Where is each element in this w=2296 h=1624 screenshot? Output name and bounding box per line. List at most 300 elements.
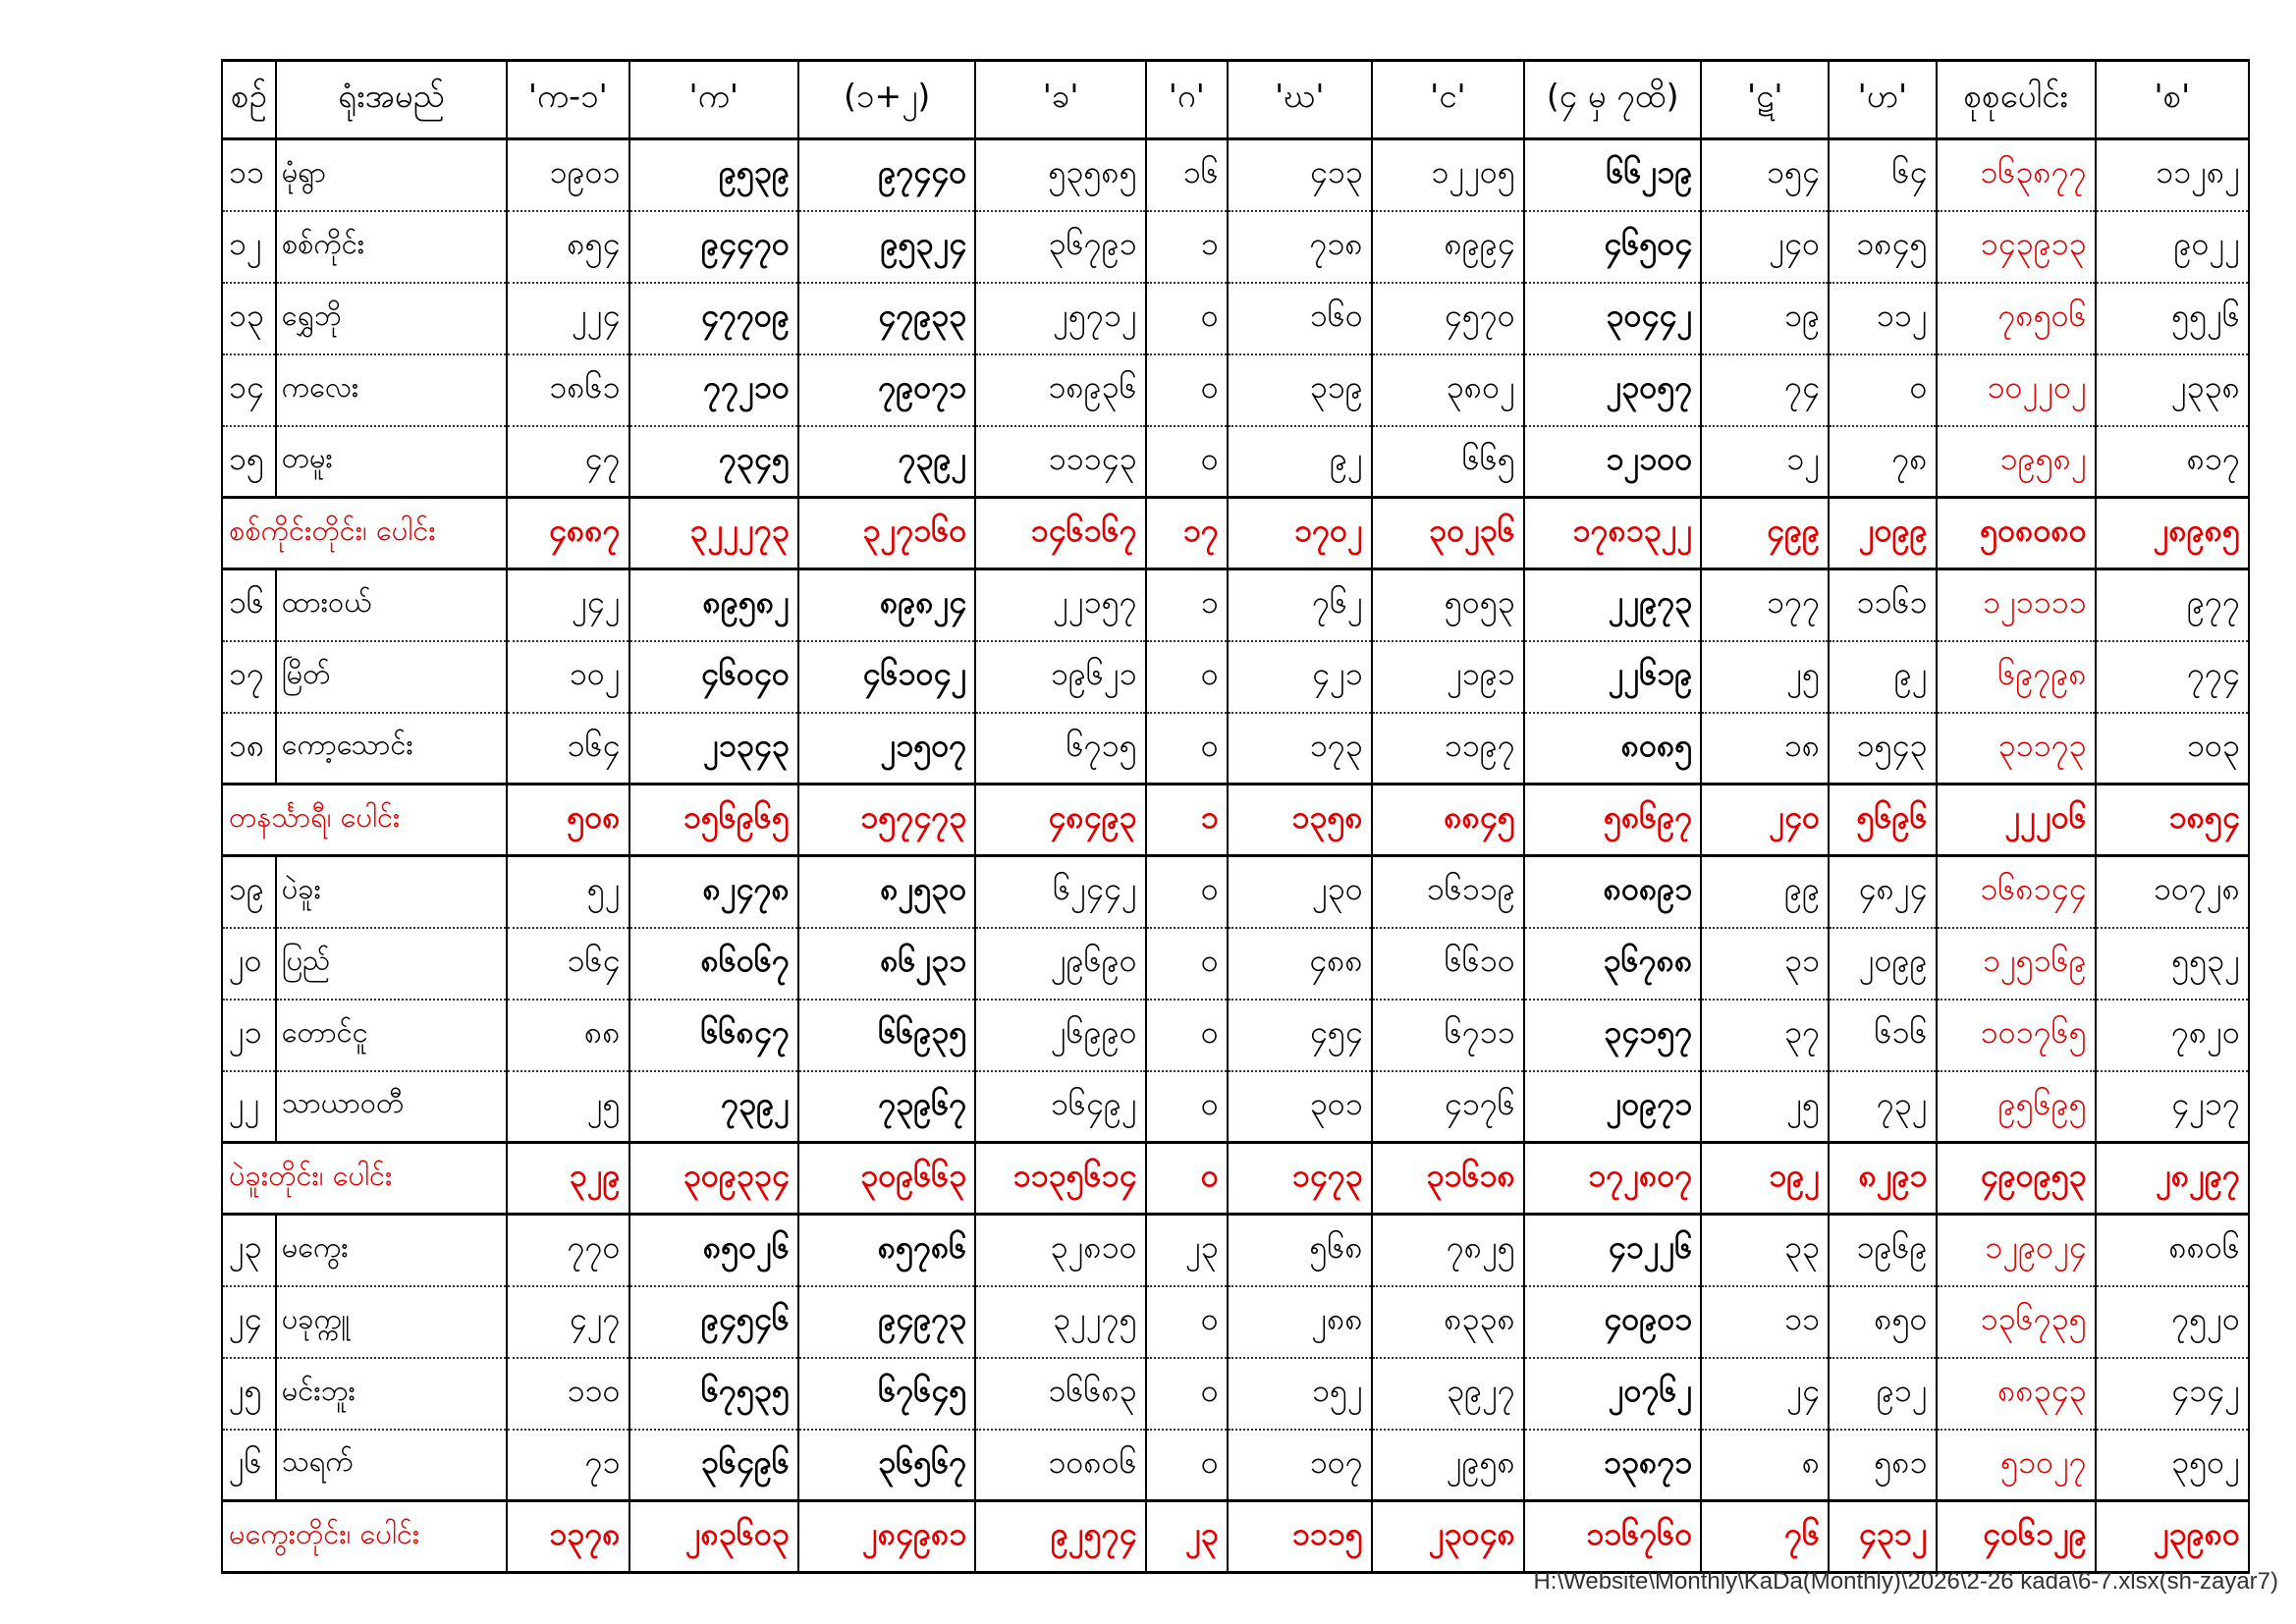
value-cell: ၈၅၇၈၆ — [798, 1215, 975, 1286]
value-cell: ၈ — [1701, 1430, 1829, 1501]
value-cell: ၀ — [1146, 928, 1228, 1000]
value-cell: ၂၈၈ — [1228, 1286, 1372, 1358]
value-cell: ၅၈၁ — [1829, 1430, 1936, 1501]
value-cell: ၁၉၀၁ — [507, 139, 629, 211]
value-cell: ၉၄၅၄၆ — [629, 1286, 798, 1358]
value-cell: ၀ — [1146, 713, 1228, 785]
value-cell: ၇၃၄၅ — [629, 426, 798, 498]
row-number: ၁၃ — [222, 283, 276, 354]
table-body — [222, 139, 2249, 1573]
value-cell: ၃၆၄၉၆ — [629, 1430, 798, 1501]
value-cell: ၇၉၀၇၁ — [798, 354, 975, 426]
value-cell: ၃၀၉၆၆၃ — [798, 1143, 975, 1215]
value-cell: ၂၄၀ — [1701, 211, 1829, 283]
value-cell: ၆၇၅၃၅ — [629, 1358, 798, 1430]
value-cell: ၈၅၀ — [1829, 1286, 1936, 1358]
value-cell: ၂၂၉၇၃ — [1524, 569, 1701, 641]
row-number: ၁၁ — [222, 139, 276, 211]
value-cell: ၃၂၈၁၀ — [975, 1215, 1145, 1286]
column-header: (၁+၂) — [798, 61, 975, 139]
column-header: 'င' — [1372, 61, 1524, 139]
office-name: မြိတ် — [276, 641, 507, 713]
value-cell: ၀ — [1146, 1000, 1228, 1071]
value-cell: ၇၃၂ — [1829, 1071, 1936, 1143]
office-name: ပြည် — [276, 928, 507, 1000]
value-cell: ၄၈၈၇ — [507, 498, 629, 569]
value-cell: ၈၂၉၁ — [1829, 1143, 1936, 1215]
value-cell: ၃၂၂၂၇၃ — [629, 498, 798, 569]
value-cell: ၂၂၄ — [507, 283, 629, 354]
value-cell: ၀ — [1146, 641, 1228, 713]
office-name: ထားဝယ် — [276, 569, 507, 641]
table-row — [222, 1000, 2249, 1071]
value-cell: ၂၉၆၉၀ — [975, 928, 1145, 1000]
value-cell: ၈၉၅၈၂ — [629, 569, 798, 641]
value-cell: ၃၂၇၁၆၀ — [798, 498, 975, 569]
subtotal-row — [222, 1143, 2249, 1215]
row-number: ၁၆ — [222, 569, 276, 641]
value-cell: ၁၁ — [1701, 1286, 1829, 1358]
value-cell: ၁၁၉၇ — [1372, 713, 1524, 785]
column-header: (၄ မှ ၇ထိ) — [1524, 61, 1701, 139]
office-name: သရက် — [276, 1430, 507, 1501]
value-cell: ၄၉၉ — [1701, 498, 1829, 569]
value-cell: ၁၆၆၈၃ — [975, 1358, 1145, 1430]
row-number: ၁၇ — [222, 641, 276, 713]
table-row — [222, 569, 2249, 641]
value-cell: ၆၆၅ — [1372, 426, 1524, 498]
table-row — [222, 426, 2249, 498]
value-cell: ၁ — [1146, 569, 1228, 641]
column-header: 'ဟ' — [1829, 61, 1936, 139]
grand-total-cell: ၁၂၉၀၂၄ — [1937, 1215, 2096, 1286]
table-row — [222, 1286, 2249, 1358]
value-cell: ၀ — [1146, 1071, 1228, 1143]
value-cell: ၃၉၂၇ — [1372, 1358, 1524, 1430]
value-cell: ၈၈၀၆ — [2096, 1215, 2249, 1286]
value-cell: ၄၂၁၇ — [2096, 1071, 2249, 1143]
value-cell: ၃၇ — [1701, 1000, 1829, 1071]
table-row — [222, 211, 2249, 283]
column-header: ရုံးအမည် — [276, 61, 507, 139]
value-cell: ၁၇၈၁၃၂၂ — [1524, 498, 1701, 569]
value-cell: ၂၂၁၅၇ — [975, 569, 1145, 641]
value-cell: ၃၀၂၃၆ — [1372, 498, 1524, 569]
subtotal-label: မကွေးတိုင်း၊ ပေါင်း — [222, 1501, 507, 1573]
row-number: ၂၀ — [222, 928, 276, 1000]
value-cell: ၃၀၁ — [1228, 1071, 1372, 1143]
office-name: သာယာဝတီ — [276, 1071, 507, 1143]
subtotal-label: စစ်ကိုင်းတိုင်း၊ ပေါင်း — [222, 498, 507, 569]
office-name: ကလေး — [276, 354, 507, 426]
value-cell: ၆၁၆ — [1829, 1000, 1936, 1071]
value-cell: ၀ — [1146, 1358, 1228, 1430]
row-number: ၁၅ — [222, 426, 276, 498]
value-cell: ၄၆၀၄၀ — [629, 641, 798, 713]
row-number: ၂၄ — [222, 1286, 276, 1358]
value-cell: ၃၄၁၅၇ — [1524, 1000, 1701, 1071]
value-cell: ၆၆၈၄၇ — [629, 1000, 798, 1071]
row-number: ၁၉ — [222, 856, 276, 928]
value-cell: ၉၀၂၂ — [2096, 211, 2249, 283]
value-cell: ၆၆၉၃၅ — [798, 1000, 975, 1071]
value-cell: ၇၃၉၂ — [798, 426, 975, 498]
value-cell: ၇၅၂၀ — [2096, 1286, 2249, 1358]
value-cell: ၁၁၆၇၆၀ — [1524, 1501, 1701, 1573]
value-cell: ၁၈၆၁ — [507, 354, 629, 426]
value-cell: ၃၀၉၃၃၄ — [629, 1143, 798, 1215]
office-name: စစ်ကိုင်း — [276, 211, 507, 283]
value-cell: ၈၅၄ — [507, 211, 629, 283]
value-cell: ၂၈၉၈၅ — [2096, 498, 2249, 569]
row-number: ၁၄ — [222, 354, 276, 426]
value-cell: ၂၀၉၇၁ — [1524, 1071, 1701, 1143]
value-cell: ၈၀၈၅ — [1524, 713, 1701, 785]
value-cell: ၂၃၃၈ — [2096, 354, 2249, 426]
value-cell: ၀ — [1146, 856, 1228, 928]
value-cell: ၃၈၀၂ — [1372, 354, 1524, 426]
value-cell: ၁၉ — [1701, 283, 1829, 354]
value-cell: ၉၅၃၂၄ — [798, 211, 975, 283]
value-cell: ၁၅၄၃ — [1829, 713, 1936, 785]
value-cell: ၂၃၀၄၈ — [1372, 1501, 1524, 1573]
value-cell: ၄၁၃ — [1228, 139, 1372, 211]
value-cell: ၅၆၉၆ — [1829, 785, 1936, 856]
value-cell: ၁၆၄ — [507, 928, 629, 1000]
header-row — [222, 61, 2249, 139]
office-name: မုံရွာ — [276, 139, 507, 211]
value-cell: ၄၈၄၉၃ — [975, 785, 1145, 856]
value-cell: ၁၀၇ — [1228, 1430, 1372, 1501]
grand-total-cell: ၄၉၀၉၅၃ — [1937, 1143, 2096, 1215]
value-cell: ၅၆၈ — [1228, 1215, 1372, 1286]
value-cell: ၄၀၉၀၁ — [1524, 1286, 1701, 1358]
table-row — [222, 354, 2249, 426]
value-cell: ၂၅ — [1701, 641, 1829, 713]
value-cell: ၇၈ — [1829, 426, 1936, 498]
office-name: တမူး — [276, 426, 507, 498]
office-name: ပဲခူး — [276, 856, 507, 928]
value-cell: ၃၁ — [1701, 928, 1829, 1000]
value-cell: ၇၁ — [507, 1430, 629, 1501]
value-cell: ၇၄ — [1701, 354, 1829, 426]
value-cell: ၄၂၇ — [507, 1286, 629, 1358]
table-row — [222, 139, 2249, 211]
value-cell: ၁၆၄ — [507, 713, 629, 785]
value-cell: ၈၉၈၂၄ — [798, 569, 975, 641]
value-cell: ၁၉၆၂၁ — [975, 641, 1145, 713]
value-cell: ၈၂၄၇၈ — [629, 856, 798, 928]
value-cell: ၈၀၈၉၁ — [1524, 856, 1701, 928]
value-cell: ၉၂ — [1228, 426, 1372, 498]
value-cell: ၄၂၁ — [1228, 641, 1372, 713]
grand-total-cell: ၁၃၆၇၃၅ — [1937, 1286, 2096, 1358]
value-cell: ၁၁၁၅ — [1228, 1501, 1372, 1573]
value-cell: ၇၇၄ — [2096, 641, 2249, 713]
value-cell: ၄၆၅၀၄ — [1524, 211, 1701, 283]
value-cell: ၂၀၉၉ — [1829, 928, 1936, 1000]
value-cell: ၈၃၃၈ — [1372, 1286, 1524, 1358]
value-cell: ၉၉ — [1701, 856, 1829, 928]
value-cell: ၉၇၇ — [2096, 569, 2249, 641]
value-cell: ၂၁၃၄၃ — [629, 713, 798, 785]
table-row — [222, 856, 2249, 928]
value-cell: ၈၈၄၅ — [1372, 785, 1524, 856]
grand-total-cell: ၁၂၁၁၁၁ — [1937, 569, 2096, 641]
value-cell: ၇၇၂၁၀ — [629, 354, 798, 426]
grand-total-cell: ၅၀၈၀၈၀ — [1937, 498, 2096, 569]
file-path-footer: H:\Website\Monthly\KaDa(Monthly)\2026\2-26 kada\6-7.xlsx(sh-zayar7) — [1533, 1568, 2278, 1595]
value-cell: ၇၈၂၅ — [1372, 1215, 1524, 1286]
value-cell: ၁၉၂ — [1701, 1143, 1829, 1215]
value-cell: ၉၇၄၄၀ — [798, 139, 975, 211]
value-cell: ၂၂၆၁၉ — [1524, 641, 1701, 713]
column-header: 'ခ' — [975, 61, 1145, 139]
value-cell: ၄၇၇၀၉ — [629, 283, 798, 354]
value-cell: ၃၃ — [1701, 1215, 1829, 1286]
column-header: 'က' — [629, 61, 798, 139]
value-cell: ၂၃၉၈၀ — [2096, 1501, 2249, 1573]
value-cell: ၂၀၇၆၂ — [1524, 1358, 1701, 1430]
value-cell: ၉၅၃၉ — [629, 139, 798, 211]
value-cell: ၁၇၂၈၀၇ — [1524, 1143, 1701, 1215]
value-cell: ၁၁၀ — [507, 1358, 629, 1430]
value-cell: ၂၈၄၉၈၁ — [798, 1501, 975, 1573]
value-cell: ၂၈၃၆၀၃ — [629, 1501, 798, 1573]
subtotal-row — [222, 785, 2249, 856]
value-cell: ၀ — [1146, 426, 1228, 498]
value-cell: ၃၆၅၆၇ — [798, 1430, 975, 1501]
value-cell: ၁၁၂ — [1829, 283, 1936, 354]
subtotal-row — [222, 498, 2249, 569]
value-cell: ၄၁၇၆ — [1372, 1071, 1524, 1143]
value-cell: ၉၂၅၇၄ — [975, 1501, 1145, 1573]
table-row — [222, 1071, 2249, 1143]
value-cell: ၆၆၂၁၉ — [1524, 139, 1701, 211]
value-cell: ၇၃၉၂ — [629, 1071, 798, 1143]
grand-total-cell: ၃၁၁၇၃ — [1937, 713, 2096, 785]
column-header: 'စ' — [2096, 61, 2249, 139]
value-cell: ၁၆၁၁၉ — [1372, 856, 1524, 928]
grand-total-cell: ၆၉၇၉၈ — [1937, 641, 2096, 713]
value-cell: ၁၃၅၈ — [1228, 785, 1372, 856]
value-cell: ၁၅၆၉၆၅ — [629, 785, 798, 856]
value-cell: ၄၁၂၂၆ — [1524, 1215, 1701, 1286]
value-cell: ၇၆ — [1701, 1501, 1829, 1573]
grand-total-cell: ၈၈၃၄၃ — [1937, 1358, 2096, 1430]
value-cell: ၄၁၄၂ — [2096, 1358, 2249, 1430]
subtotal-label: တနင်္သာရီ၊ ပေါင်း — [222, 785, 507, 856]
value-cell: ၉၄၉၇၃ — [798, 1286, 975, 1358]
value-cell: ၁၁၁၄၃ — [975, 426, 1145, 498]
value-cell: ၁၆ — [1146, 139, 1228, 211]
value-cell: ၄၇၉၃၃ — [798, 283, 975, 354]
value-cell: ၆၇၁၅ — [975, 713, 1145, 785]
value-cell: ၁၁၂၈၂ — [2096, 139, 2249, 211]
value-cell: ၃၂၂၇၅ — [975, 1286, 1145, 1358]
value-cell: ၂၅၇၁၂ — [975, 283, 1145, 354]
value-cell: ၁၅၂ — [1228, 1358, 1372, 1430]
column-header: စုစုပေါင်း — [1937, 61, 2096, 139]
value-cell: ၁၆၀ — [1228, 283, 1372, 354]
value-cell: ၃၀၄၄၂ — [1524, 283, 1701, 354]
office-name: ကော့သောင်း — [276, 713, 507, 785]
value-cell: ၆၄ — [1829, 139, 1936, 211]
value-cell: ၁၃၇၈ — [507, 1501, 629, 1573]
value-cell: ၁၀၂ — [507, 641, 629, 713]
table-row — [222, 283, 2249, 354]
value-cell: ၂၁၅၀၇ — [798, 713, 975, 785]
value-cell: ၁၀၈၀၆ — [975, 1430, 1145, 1501]
column-header: 'ဋ' — [1701, 61, 1829, 139]
value-cell: ၀ — [1146, 1430, 1228, 1501]
table-row — [222, 1430, 2249, 1501]
value-cell: ၂၄ — [1701, 1358, 1829, 1430]
office-name: ပခုက္ကူ — [276, 1286, 507, 1358]
value-cell: ၂၉၅၈ — [1372, 1430, 1524, 1501]
value-cell: ၁၀၇၂၈ — [2096, 856, 2249, 928]
value-cell: ၁၈၄၅ — [1829, 211, 1936, 283]
value-cell: ၆၇၆၄၅ — [798, 1358, 975, 1430]
office-name: မကွေး — [276, 1215, 507, 1286]
value-cell: ၁၂၁၀၀ — [1524, 426, 1701, 498]
value-cell: ၁၇၃ — [1228, 713, 1372, 785]
value-cell: ၂၄၂ — [507, 569, 629, 641]
value-cell: ၄၃၁၂ — [1829, 1501, 1936, 1573]
value-cell: ၂၁၉၁ — [1372, 641, 1524, 713]
value-cell: ၅၂ — [507, 856, 629, 928]
value-cell: ၅၀၅၃ — [1372, 569, 1524, 641]
value-cell: ၇၃၉၆၇ — [798, 1071, 975, 1143]
value-cell: ၁၅၇၄၇၃ — [798, 785, 975, 856]
value-cell: ၀ — [1146, 1143, 1228, 1215]
column-header: စဉ် — [222, 61, 276, 139]
value-cell: ၇၆၂ — [1228, 569, 1372, 641]
value-cell: ၁၄၆၁၆၇ — [975, 498, 1145, 569]
value-cell: ၄၅၇၀ — [1372, 283, 1524, 354]
value-cell: ၈၉၉၄ — [1372, 211, 1524, 283]
value-cell: ၃၆၇၈၈ — [1524, 928, 1701, 1000]
value-cell: ၅၀၈ — [507, 785, 629, 856]
table-row — [222, 641, 2249, 713]
value-cell: ၃၁၆၁၈ — [1372, 1143, 1524, 1215]
value-cell: ၂၀၉၉ — [1829, 498, 1936, 569]
value-cell: ၄၈၈ — [1228, 928, 1372, 1000]
value-cell: ၄၈၂၄ — [1829, 856, 1936, 928]
value-cell: ၁၄၇၃ — [1228, 1143, 1372, 1215]
report-table — [221, 59, 2250, 1574]
value-cell: ၃၂၉ — [507, 1143, 629, 1215]
value-cell: ၈၆၂၃၁ — [798, 928, 975, 1000]
row-number: ၂၆ — [222, 1430, 276, 1501]
value-cell: ၉၂ — [1829, 641, 1936, 713]
office-name: ရွှေဘို — [276, 283, 507, 354]
row-number: ၂၃ — [222, 1215, 276, 1286]
value-cell: ၅၈၆၉၇ — [1524, 785, 1701, 856]
value-cell: ၅၅၂၆ — [2096, 283, 2249, 354]
value-cell: ၁၀၃ — [2096, 713, 2249, 785]
value-cell: ၁၃၈၇၁ — [1524, 1430, 1701, 1501]
value-cell: ၁၈ — [1701, 713, 1829, 785]
value-cell: ၉၄၄၇၀ — [629, 211, 798, 283]
grand-total-cell: ၂၂၂၀၆ — [1937, 785, 2096, 856]
grand-total-cell: ၁၀၂၂၀၂ — [1937, 354, 2096, 426]
value-cell: ၁၈၉၃၆ — [975, 354, 1145, 426]
value-cell: ၁၁၆၁ — [1829, 569, 1936, 641]
value-cell: ၈၆၀၆၇ — [629, 928, 798, 1000]
value-cell: ၆၇၁၁ — [1372, 1000, 1524, 1071]
value-cell: ၂၃ — [1146, 1215, 1228, 1286]
value-cell: ၈၂၅၃၀ — [798, 856, 975, 928]
value-cell: ၁၇၇ — [1701, 569, 1829, 641]
value-cell: ၄၆၁၀၄၂ — [798, 641, 975, 713]
value-cell: ၁၇၀၂ — [1228, 498, 1372, 569]
value-cell: ၃၅၀၂ — [2096, 1430, 2249, 1501]
value-cell: ၉၁၂ — [1829, 1358, 1936, 1430]
value-cell: ၃၆၇၉၁ — [975, 211, 1145, 283]
value-cell: ၀ — [1146, 1286, 1228, 1358]
value-cell: ၁၁၃၅၆၁၄ — [975, 1143, 1145, 1215]
table-row — [222, 1358, 2249, 1430]
value-cell: ၂၃၀ — [1228, 856, 1372, 928]
table-row — [222, 1215, 2249, 1286]
grand-total-cell: ၉၅၆၉၅ — [1937, 1071, 2096, 1143]
value-cell: ၀ — [1146, 354, 1228, 426]
value-cell: ၁၇ — [1146, 498, 1228, 569]
office-name: မင်းဘူး — [276, 1358, 507, 1430]
value-cell: ၃၁၉ — [1228, 354, 1372, 426]
value-cell: ၂၅ — [1701, 1071, 1829, 1143]
value-cell: ၁ — [1146, 211, 1228, 283]
value-cell: ၆၆၁၀ — [1372, 928, 1524, 1000]
column-header: 'ဃ' — [1228, 61, 1372, 139]
column-header: 'က-၁' — [507, 61, 629, 139]
value-cell: ၆၂၄၄၂ — [975, 856, 1145, 928]
value-cell: ၂၈၂၉၇ — [2096, 1143, 2249, 1215]
row-number: ၂၅ — [222, 1358, 276, 1430]
subtotal-row — [222, 1501, 2249, 1573]
grand-total-cell: ၁၉၅၈၂ — [1937, 426, 2096, 498]
value-cell: ၇၈၂၀ — [2096, 1000, 2249, 1071]
table-row — [222, 713, 2249, 785]
value-cell: ၈၁၇ — [2096, 426, 2249, 498]
value-cell: ၅၅၃၂ — [2096, 928, 2249, 1000]
value-cell: ၂၅ — [507, 1071, 629, 1143]
grand-total-cell: ၁၆၈၁၄၄ — [1937, 856, 2096, 928]
row-number: ၂၂ — [222, 1071, 276, 1143]
grand-total-cell: ၇၈၅၀၆ — [1937, 283, 2096, 354]
grand-total-cell: ၅၁၀၂၇ — [1937, 1430, 2096, 1501]
value-cell: ၁၉၆၉ — [1829, 1215, 1936, 1286]
value-cell: ၄၇ — [507, 426, 629, 498]
value-cell: ၈၈ — [507, 1000, 629, 1071]
value-cell: ၁၂၂၀၅ — [1372, 139, 1524, 211]
value-cell: ၁၂ — [1701, 426, 1829, 498]
office-name: တောင်ငူ — [276, 1000, 507, 1071]
value-cell: ၇၁၈ — [1228, 211, 1372, 283]
value-cell: ၀ — [1829, 354, 1936, 426]
value-cell: ၁၈၅၄ — [2096, 785, 2249, 856]
value-cell: ၇၇၀ — [507, 1215, 629, 1286]
grand-total-cell: ၁၆၃၈၇၇ — [1937, 139, 2096, 211]
subtotal-label: ပဲခူးတိုင်း၊ ပေါင်း — [222, 1143, 507, 1215]
row-number: ၁၈ — [222, 713, 276, 785]
grand-total-cell: ၁၄၃၉၁၃ — [1937, 211, 2096, 283]
value-cell: ၈၅၀၂၆ — [629, 1215, 798, 1286]
grand-total-cell: ၄၀၆၁၂၉ — [1937, 1501, 2096, 1573]
value-cell: ၂၆၉၉၀ — [975, 1000, 1145, 1071]
value-cell: ၀ — [1146, 283, 1228, 354]
